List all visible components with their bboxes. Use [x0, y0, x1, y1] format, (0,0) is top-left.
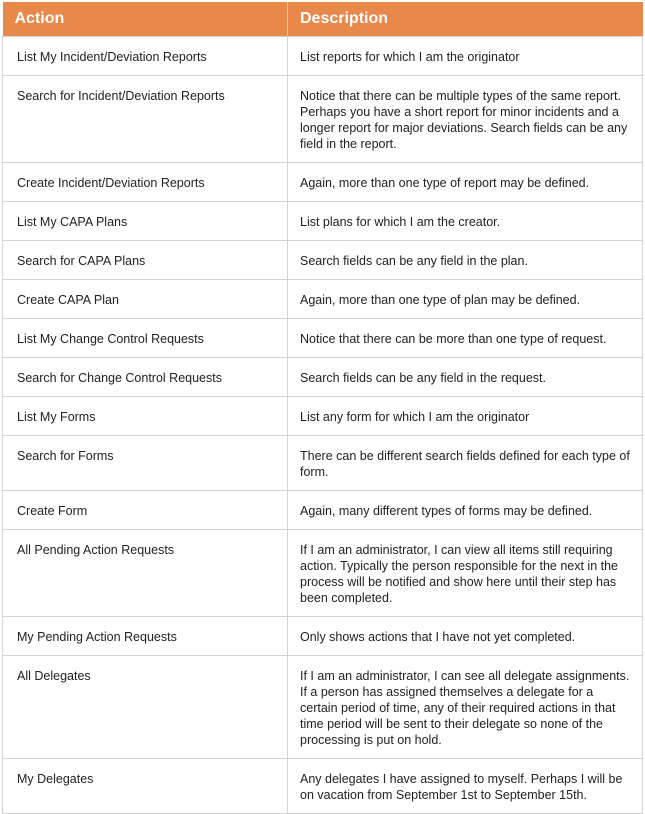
action-cell: Search for Incident/Deviation Reports: [3, 76, 288, 163]
table-row: [3, 37, 643, 76]
actions-table: [2, 2, 643, 814]
table-row: [3, 397, 643, 436]
table-header: [3, 2, 643, 37]
column-header-action: Action: [3, 2, 288, 37]
description-cell: Only shows actions that I have not yet completed.: [288, 617, 643, 656]
description-cell: Again, more than one type of plan may be defined.: [288, 280, 643, 319]
table-row: [3, 319, 643, 358]
table-row: [3, 491, 643, 530]
action-cell: List My Forms: [3, 397, 288, 436]
table-row: [3, 436, 643, 491]
action-cell: List My Incident/Deviation Reports: [3, 37, 288, 76]
header-row: [3, 2, 643, 37]
description-cell: List plans for which I am the creator.: [288, 202, 643, 241]
description-cell: List any form for which I am the originator: [288, 397, 643, 436]
table-row: [3, 241, 643, 280]
action-cell: Search for Forms: [3, 436, 288, 491]
action-cell: My Pending Action Requests: [3, 617, 288, 656]
description-cell: Again, many different types of forms may be defined.: [288, 491, 643, 530]
description-cell: Search fields can be any field in the plan.: [288, 241, 643, 280]
description-cell: If I am an administrator, I can see all delegate assignments. If a person has assigned themselves a delegate for a certain period of time, any of their required actions in that time period will be sent to their delegate so none of the processing is put on hold.: [288, 656, 643, 759]
table-row: [3, 759, 643, 814]
description-cell: Again, more than one type of report may be defined.: [288, 163, 643, 202]
table-row: [3, 202, 643, 241]
action-cell: Create Form: [3, 491, 288, 530]
table-row: [3, 530, 643, 617]
action-cell: List My Change Control Requests: [3, 319, 288, 358]
table-row: [3, 76, 643, 163]
actions-table-container: [2, 2, 642, 814]
table-row: [3, 358, 643, 397]
action-cell: Search for CAPA Plans: [3, 241, 288, 280]
action-cell: All Pending Action Requests: [3, 530, 288, 617]
table-row: [3, 617, 643, 656]
table-row: [3, 163, 643, 202]
action-cell: List My CAPA Plans: [3, 202, 288, 241]
table-body: [3, 37, 643, 814]
description-cell: Notice that there can be multiple types of the same report. Perhaps you have a short report for minor incidents and a longer report for major deviations. Search fields can be any field in the report.: [288, 76, 643, 163]
description-cell: There can be different search fields defined for each type of form.: [288, 436, 643, 491]
description-cell: Any delegates I have assigned to myself. Perhaps I will be on vacation from September 1st to September 15th.: [288, 759, 643, 814]
table-row: [3, 656, 643, 759]
description-cell: Search fields can be any field in the request.: [288, 358, 643, 397]
table-row: [3, 280, 643, 319]
description-cell: Notice that there can be more than one type of request.: [288, 319, 643, 358]
action-cell: My Delegates: [3, 759, 288, 814]
action-cell: Search for Change Control Requests: [3, 358, 288, 397]
action-cell: Create Incident/Deviation Reports: [3, 163, 288, 202]
description-cell: If I am an administrator, I can view all items still requiring action. Typically the person responsible for the next in the process will be notified and show here until their step has been completed.: [288, 530, 643, 617]
description-cell: List reports for which I am the originator: [288, 37, 643, 76]
action-cell: All Delegates: [3, 656, 288, 759]
column-header-description: Description: [288, 2, 643, 37]
action-cell: Create CAPA Plan: [3, 280, 288, 319]
